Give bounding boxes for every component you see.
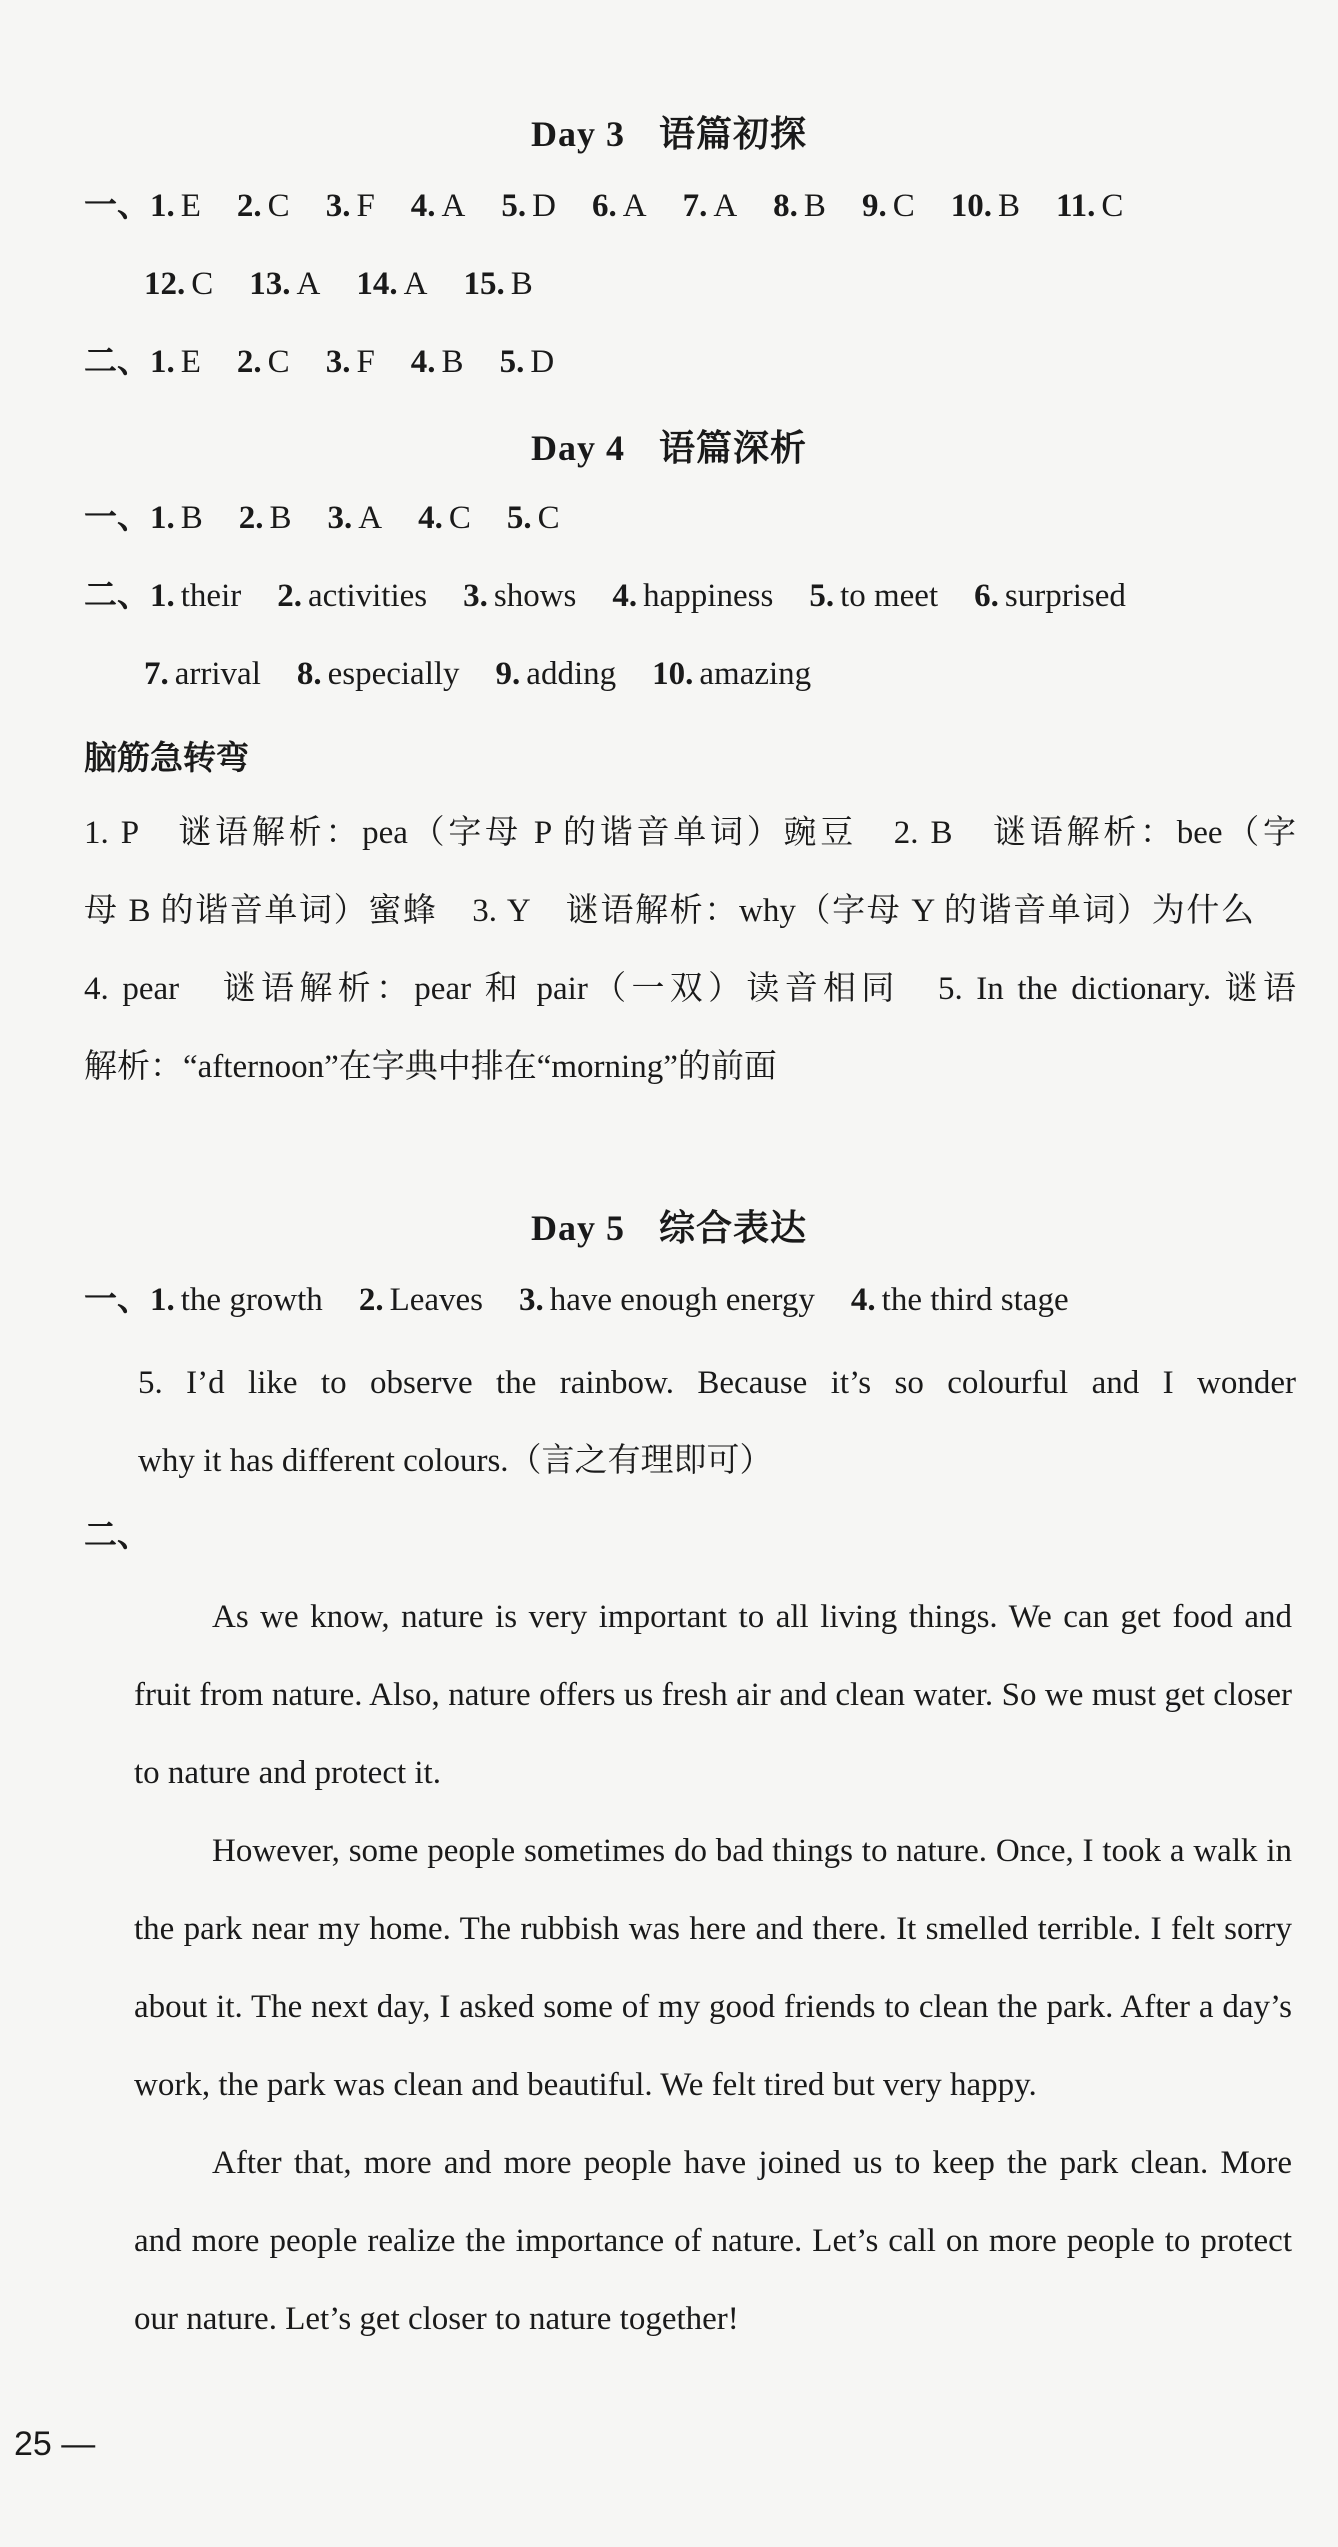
answer-number: 2.	[277, 578, 302, 614]
answer-item	[683, 186, 738, 226]
answer-value: B	[997, 188, 1020, 224]
answer-item	[507, 498, 560, 538]
answer-value: A	[622, 188, 647, 224]
answer-item	[326, 342, 375, 382]
day5-title-cn: 综合表达	[658, 1208, 807, 1248]
answer-value: C	[191, 266, 214, 302]
answer-number: 3.	[325, 188, 351, 224]
answer-number: 2.	[238, 500, 264, 536]
answer-value: shows	[493, 578, 577, 614]
answer-value: A	[403, 266, 428, 302]
answer-item	[326, 186, 375, 226]
riddle-line: 1. P 谜语解析：pea（字母 P 的谐音单词）豌豆 2. B 谜语解析：bee（字	[84, 815, 1296, 851]
answer-number: 3.	[327, 500, 353, 536]
answer-number: 8.	[773, 188, 798, 224]
answer-value: especially	[327, 656, 460, 692]
answer-list	[150, 344, 590, 380]
day5-q5-line2: why it has different colours.（言之有理即可）	[138, 1443, 773, 1479]
answer-number: 2.	[358, 1282, 384, 1318]
answer-item	[463, 576, 576, 616]
answer-number: 14.	[356, 266, 398, 302]
day4-part1-row1	[84, 498, 596, 538]
answer-list	[150, 500, 596, 536]
answer-value: activities	[307, 578, 428, 614]
essay-paragraph: As we know, nature is very important to all living things. We can get food and fruit from nature. Also, nature offers us fresh air and clean water. So we must get closer to nature and protect it.	[134, 1599, 1292, 1791]
answer-item	[144, 264, 213, 304]
answer-number: 3.	[325, 344, 351, 380]
page-number: 25 —	[14, 2425, 96, 2463]
answer-item	[612, 576, 773, 616]
answer-item	[773, 186, 826, 226]
section-mark: 一、	[84, 188, 150, 224]
essay-paragraph: After that, more and more people have joined us to keep the park clean. More and more people realize the importance of nature. Let’s call on more people to protect our nature. Let’s get closer to nature together!	[134, 2145, 1292, 2337]
answer-item	[150, 1280, 323, 1320]
answer-number: 5.	[809, 578, 835, 614]
section-mark: 一、	[84, 1282, 150, 1318]
answer-number: 1.	[150, 344, 175, 380]
answer-number: 4.	[410, 188, 436, 224]
riddles-heading: 脑筋急转弯	[84, 741, 249, 777]
answer-item	[951, 186, 1020, 226]
answer-value: the third stage	[881, 1282, 1069, 1318]
day5-title-day: Day 5	[530, 1208, 625, 1248]
answer-number: 1.	[150, 188, 175, 224]
answer-item	[150, 576, 241, 616]
answer-number: 10.	[652, 656, 694, 692]
answer-number: 5.	[501, 188, 527, 224]
answer-number: 6.	[974, 578, 999, 614]
essay-paragraph: However, some people sometimes do bad things to nature. Once, I took a walk in the park near my home. The rubbish was here and there. It smelled terrible. I felt sorry about it. The next day, I asked some of my good friends to clean the park. After a day’s work, the park was clean and beautiful. We felt tired but very happy.	[134, 1833, 1292, 2103]
answer-item	[652, 654, 811, 694]
answer-value: A	[296, 266, 321, 302]
answer-value: A	[358, 500, 383, 536]
day5-part1-row1	[84, 1280, 1105, 1320]
day5-part2-mark: 二、	[84, 1518, 150, 1554]
day5-title	[0, 1200, 1338, 1251]
answer-item	[144, 654, 261, 694]
answer-number: 2.	[236, 188, 262, 224]
answer-number: 4.	[612, 578, 638, 614]
answer-value: B	[180, 500, 203, 536]
answer-number: 5.	[499, 344, 525, 380]
answer-number: 11.	[1055, 188, 1096, 224]
answer-value: A	[441, 188, 466, 224]
answer-number: 4.	[410, 344, 436, 380]
answer-value: their	[180, 578, 242, 614]
answer-number: 8.	[296, 656, 322, 692]
answer-value: D	[532, 188, 556, 224]
day5-q5-line1: 5. I’d like to observe the rainbow. Because it’s so colourful and I wonder	[138, 1365, 1296, 1401]
answer-item	[592, 186, 647, 226]
answer-number: 7.	[144, 656, 169, 692]
answer-number: 10.	[950, 188, 992, 224]
answer-item	[297, 654, 460, 694]
answer-number: 9.	[495, 656, 521, 692]
answer-number: 3.	[463, 578, 488, 614]
day3-title	[0, 106, 1338, 157]
answer-number: 5.	[506, 500, 532, 536]
answer-item	[418, 498, 471, 538]
answer-item	[237, 186, 290, 226]
day3-part2-row1	[84, 342, 590, 382]
answer-number: 13.	[249, 266, 291, 302]
riddle-line: 母 B 的谐音单词）蜜蜂 3. Y 谜语解析：why（字母 Y 的谐音单词）为什么	[84, 893, 1254, 929]
answer-number: 4.	[418, 500, 443, 536]
day3-part1-row1	[84, 186, 1159, 226]
answer-item	[411, 186, 466, 226]
answer-item	[359, 1280, 483, 1320]
answer-item	[519, 1280, 815, 1320]
day4-title	[0, 420, 1338, 471]
answer-value: have enough energy	[549, 1282, 815, 1318]
answer-value: C	[267, 344, 290, 380]
answer-number: 7.	[682, 188, 708, 224]
day4-part2-row1	[84, 576, 1162, 616]
answer-item	[277, 576, 427, 616]
answer-value: C	[537, 500, 560, 536]
section-mark: 二、	[84, 344, 150, 380]
answer-value: to meet	[840, 578, 939, 614]
answer-number: 6.	[591, 188, 617, 224]
answer-number: 12.	[144, 266, 186, 302]
day3-part1-row2	[144, 264, 569, 304]
answer-value: D	[530, 344, 555, 380]
answer-value: C	[267, 188, 290, 224]
answer-number: 15.	[463, 266, 505, 302]
answer-value: the growth	[180, 1282, 323, 1318]
answer-value: E	[180, 344, 201, 380]
answer-value: A	[713, 188, 738, 224]
day3-title-cn: 语篇初探	[658, 114, 807, 154]
riddle-line: 解析：“afternoon”在字典中排在“morning”的前面	[84, 1049, 777, 1085]
answer-value: arrival	[174, 656, 261, 692]
answer-item	[501, 186, 556, 226]
answer-value: amazing	[699, 656, 812, 692]
answer-item	[974, 576, 1126, 616]
riddle-line: 4. pear 谜语解析：pear 和 pair（一双）读音相同 5. In the dictionary. 谜语	[84, 971, 1296, 1007]
answer-value: F	[356, 344, 375, 380]
answer-list	[144, 656, 847, 692]
answer-list	[150, 1282, 1105, 1318]
answer-item	[239, 498, 292, 538]
day4-title-cn: 语篇深析	[658, 428, 807, 468]
day4-part2-row2	[144, 654, 847, 694]
answer-list	[150, 188, 1159, 224]
answer-item	[500, 342, 555, 382]
answer-item	[809, 576, 938, 616]
day4-title-day: Day 4	[530, 428, 625, 468]
answer-value: surprised	[1004, 578, 1126, 614]
answer-item	[237, 342, 290, 382]
answer-number: 4.	[850, 1282, 876, 1318]
answer-number: 3.	[519, 1282, 544, 1318]
answer-value: E	[180, 188, 201, 224]
answer-value: happiness	[643, 578, 774, 614]
day3-title-day: Day 3	[530, 114, 625, 154]
answer-list	[150, 578, 1162, 614]
answer-value: C	[448, 500, 471, 536]
answer-list	[144, 266, 569, 302]
answer-item	[463, 264, 532, 304]
essay	[134, 1578, 1292, 2358]
answer-item	[1056, 186, 1123, 226]
answer-value: B	[441, 344, 464, 380]
answer-item	[328, 498, 383, 538]
answer-value: adding	[526, 656, 617, 692]
answer-value: Leaves	[389, 1282, 484, 1318]
answer-value: F	[356, 188, 375, 224]
answer-value: C	[1101, 188, 1124, 224]
answer-number: 1.	[150, 500, 175, 536]
answer-number: 9.	[861, 188, 887, 224]
section-mark: 一、	[84, 500, 150, 536]
answer-value: B	[269, 500, 292, 536]
answer-value: B	[803, 188, 826, 224]
answer-item	[496, 654, 617, 694]
answer-item	[150, 342, 201, 382]
answer-item	[150, 498, 203, 538]
answer-item	[356, 264, 427, 304]
answer-value: B	[510, 266, 533, 302]
section-mark: 二、	[84, 578, 150, 614]
answer-item	[862, 186, 915, 226]
answer-number: 1.	[150, 578, 175, 614]
answer-value: C	[892, 188, 915, 224]
answer-item	[411, 342, 464, 382]
answer-number: 1.	[150, 1282, 175, 1318]
answer-number: 2.	[236, 344, 262, 380]
answer-item	[249, 264, 320, 304]
answer-item	[150, 186, 201, 226]
answer-item	[851, 1280, 1069, 1320]
